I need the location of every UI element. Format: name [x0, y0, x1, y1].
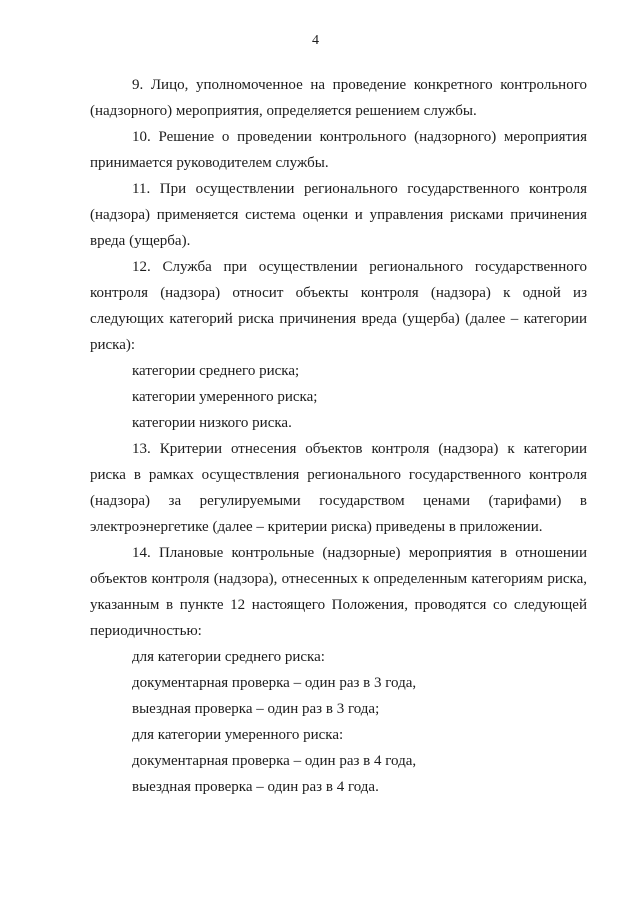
periodicity-item: выездная проверка – один раз в 3 года; [132, 701, 380, 717]
paragraph-13: 13. Критерии отнесения объектов контроля (надзора) к категории риска в рамках осуществления регионального государственного контроля (надзора) за регулируемыми государством ценами (тарифами) в электроэнергетике (далее – критерии риска) приведены в приложении. [90, 441, 587, 535]
document-body [90, 72, 587, 800]
periodicity-item: для категории среднего риска: [132, 649, 325, 665]
page-number: 4 [312, 33, 319, 48]
risk-category-item: категории умеренного риска; [132, 389, 318, 405]
paragraph-11: 11. При осуществлении регионального государственного контроля (надзора) применяется система оценки и управления рисками причинения вреда (ущерба). [90, 181, 587, 249]
risk-category-item: категории низкого риска. [132, 415, 292, 431]
paragraph-10: 10. Решение о проведении контрольного (надзорного) мероприятия принимается руководителем службы. [90, 129, 587, 171]
periodicity-item: документарная проверка – один раз в 4 года, [132, 753, 417, 769]
paragraph-9: 9. Лицо, уполномоченное на проведение конкретного контрольного (надзорного) мероприятия, определяется решением службы. [90, 77, 587, 119]
periodicity-item: документарная проверка – один раз в 3 года, [132, 675, 417, 691]
risk-category-item: категории среднего риска; [132, 363, 300, 379]
periodicity-item: для категории умеренного риска: [132, 727, 344, 743]
paragraph-12: 12. Служба при осуществлении регионального государственного контроля (надзора) относит объекты контроля (надзора) к одной из следующих категорий риска причинения вреда (ущерба) (далее – категории риска): [90, 259, 587, 353]
paragraph-14: 14. Плановые контрольные (надзорные) мероприятия в отношении объектов контроля (надзора), отнесенных к определенным категориям риска, указанным в пункте 12 настоящего Положения, проводятся со следующей периодичностью: [90, 545, 587, 639]
periodicity-item: выездная проверка – один раз в 4 года. [132, 779, 379, 795]
